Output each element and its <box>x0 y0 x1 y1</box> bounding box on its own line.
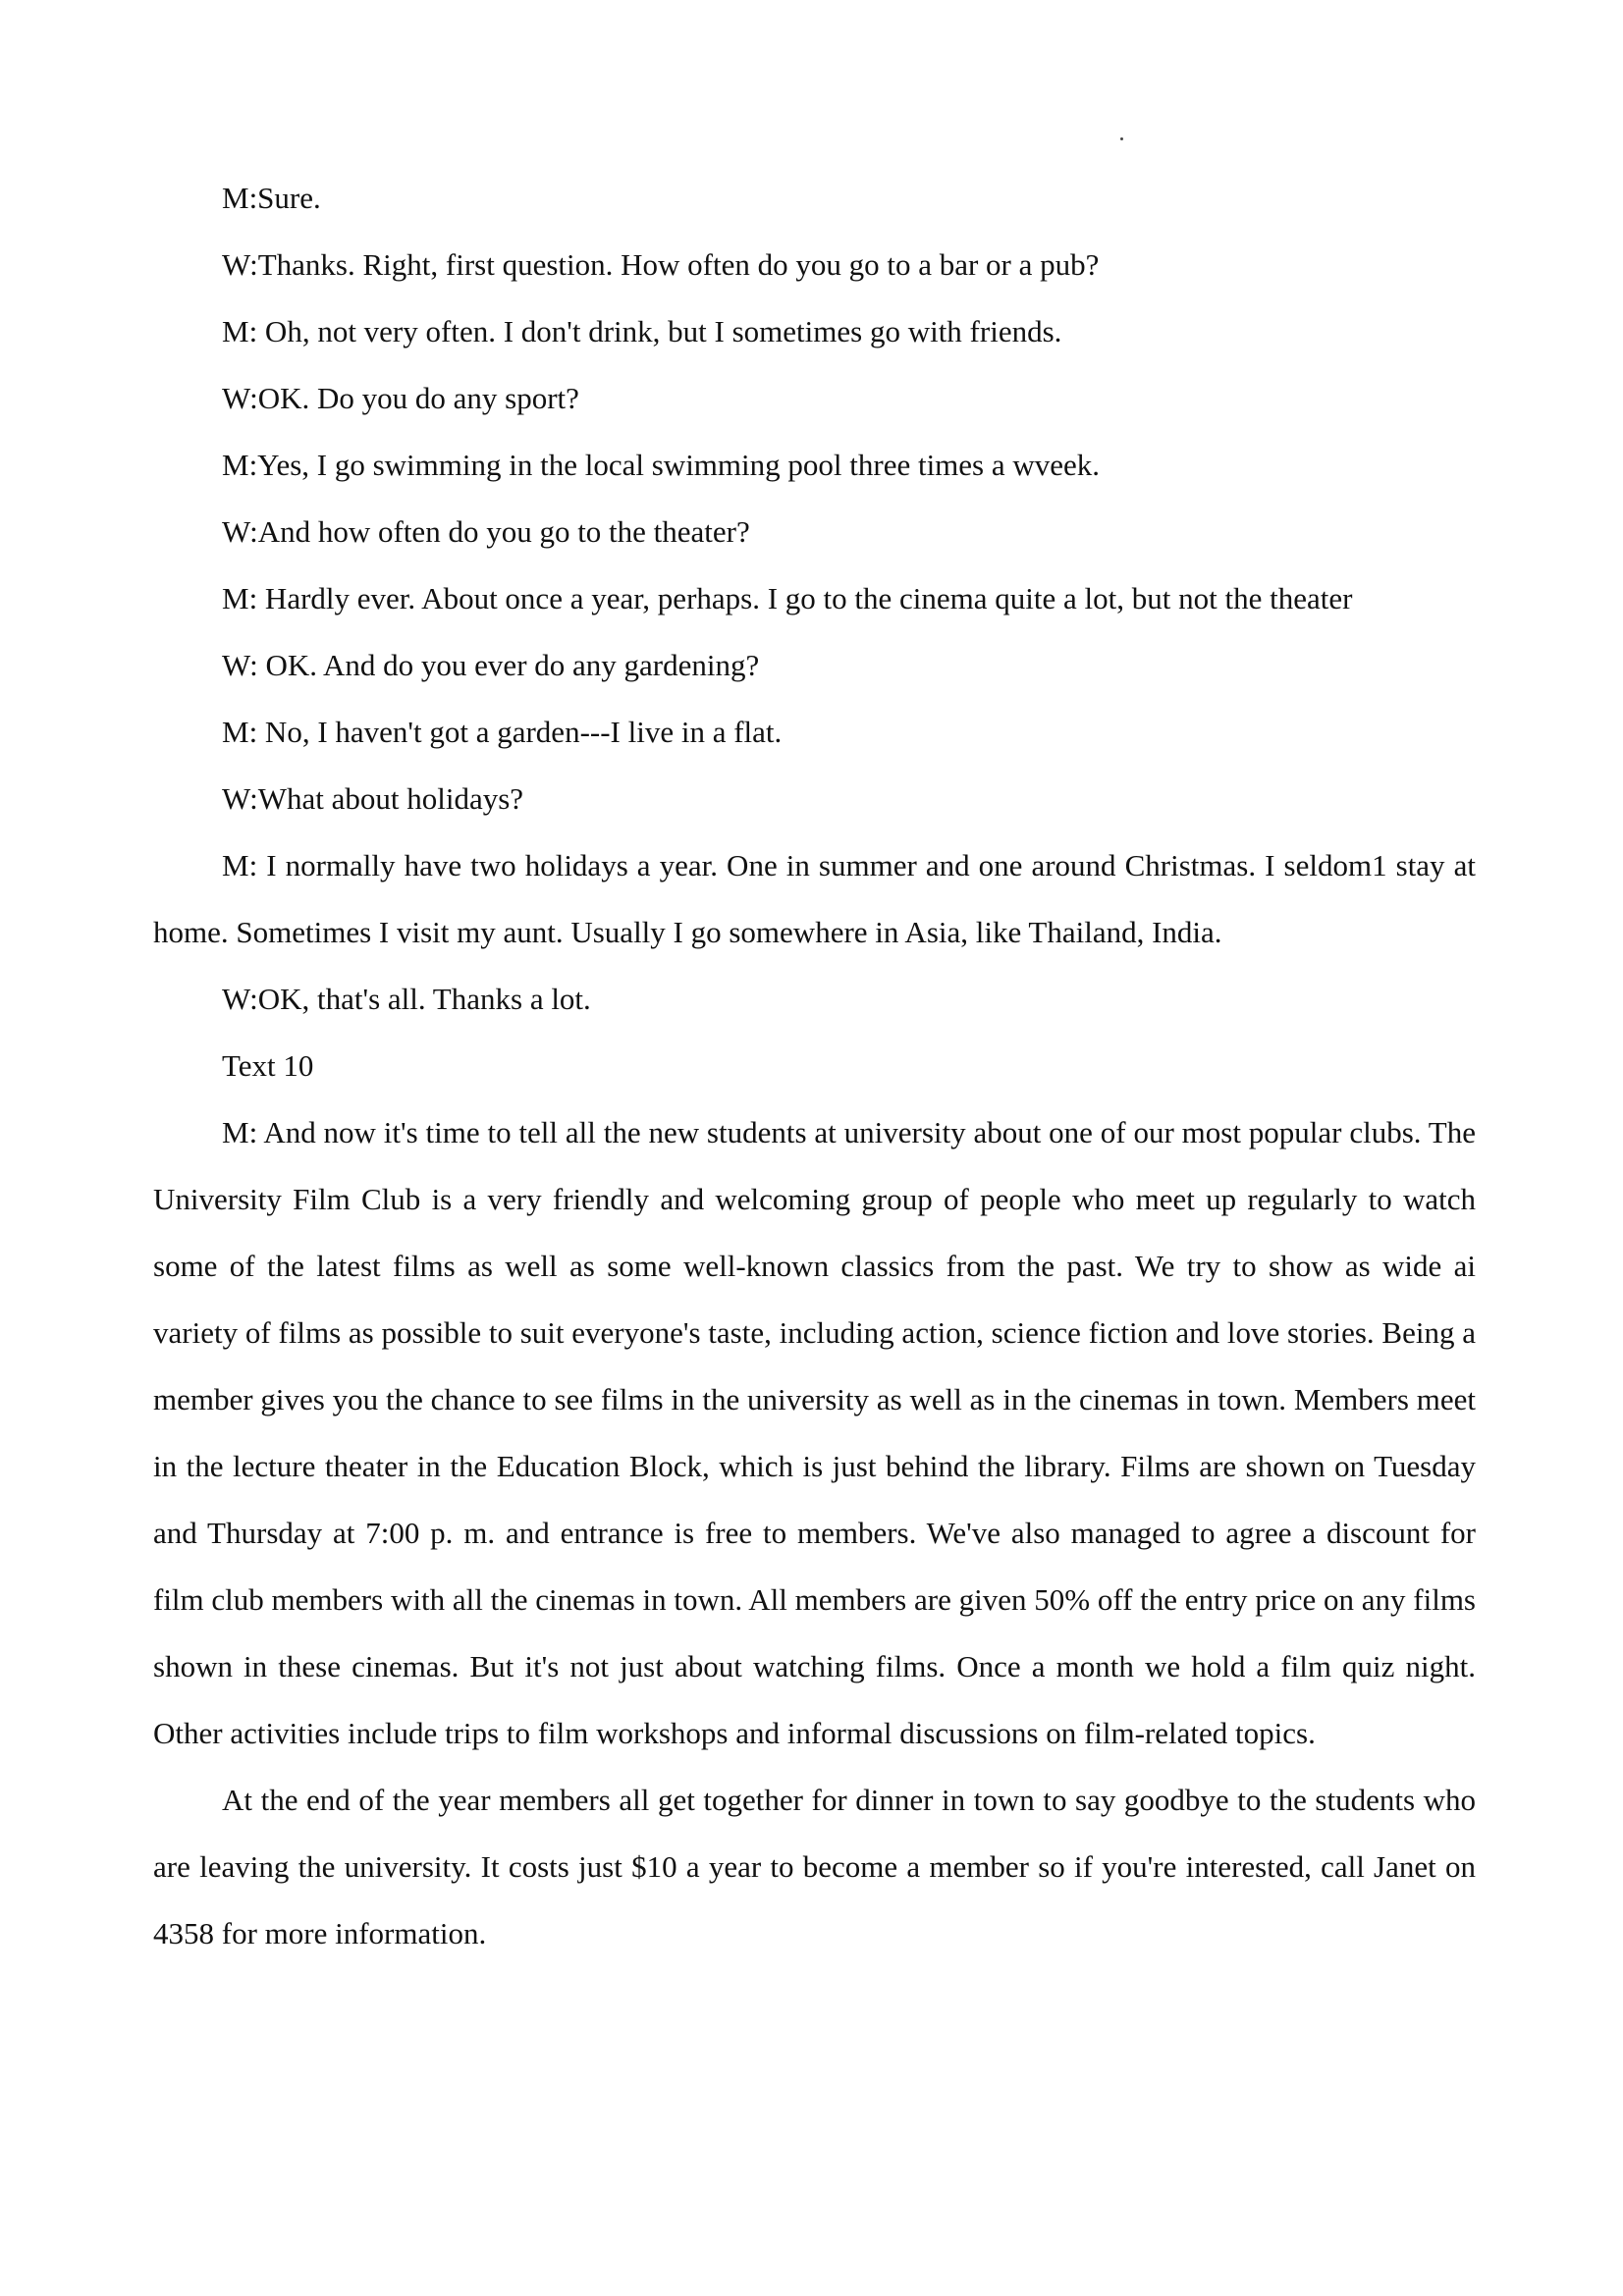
text10-paragraph-1: M: And now it's time to tell all the new students at university about one of our most popular clubs. The University Film Club is a very friendly and welcoming group of people who meet up regularly to watch some of the latest films as well as some well-known classics from the past. We try to show as wide ai variety of films as possible to suit everyone's taste, including action, science fiction and love stories. Being a member gives you the chance to see films in the university as well as in the cinemas in town. Members meet in the lecture theater in the Education Block, which is just behind the library. Films are shown on Tuesday and Thursday at 7:00 p. m. and entrance is free to members. We've also managed to agree a discount for film club members with all the cinemas in town. All members are given 50% off the entry price on any films shown in these cinemas. But it's not just about watching films. Once a month we hold a film quiz night. Other activities include trips to film workshops and informal discussions on film-related topics. <box>153 1115 1476 1750</box>
closing-line: W:OK, that's all. Thanks a lot. <box>222 982 591 1016</box>
document-body <box>153 165 1476 1967</box>
stray-dot-mark <box>1120 137 1123 140</box>
text10-paragraph-2: At the end of the year members all get together for dinner in town to say goodbye to the students who are leaving the university. It costs just $10 a year to become a member so if you're interested, call Janet on 4358 for more information. <box>153 1783 1476 1950</box>
dialogue-line: W:What about holidays? <box>222 781 524 816</box>
dialogue-line: W:OK. Do you do any sport? <box>222 381 579 415</box>
dialogue-line: M: Hardly ever. About once a year, perhaps. I go to the cinema quite a lot, but not the theater <box>222 581 1353 615</box>
holiday-answer-paragraph: M: I normally have two holidays a year. One in summer and one around Christmas. I seldom1 stay at home. Sometimes I visit my aunt. Usually I go somewhere in Asia, like Thailand, India. <box>153 848 1476 949</box>
dialogue-line: M: Oh, not very often. I don't drink, but I sometimes go with friends. <box>222 314 1062 348</box>
dialogue-line: W: OK. And do you ever do any gardening? <box>222 648 760 682</box>
dialogue-line: M:Yes, I go swimming in the local swimming pool three times a wveek. <box>222 448 1101 482</box>
section-heading: Text 10 <box>222 1048 314 1083</box>
dialogue-line: W:Thanks. Right, first question. How often do you go to a bar or a pub? <box>222 247 1100 282</box>
dialogue-line: W:And how often do you go to the theater? <box>222 514 750 549</box>
dialogue-line: M: No, I haven't got a garden---I live in a flat. <box>222 715 783 749</box>
dialogue-line: M:Sure. <box>222 181 321 215</box>
